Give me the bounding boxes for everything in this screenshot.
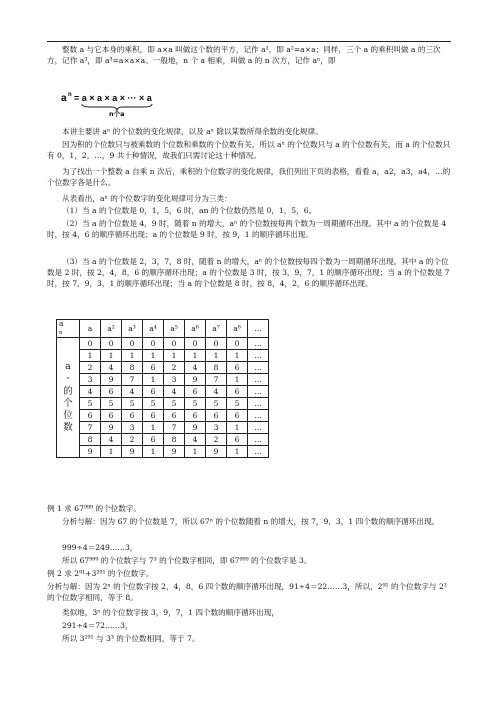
paragraph-1: 本讲主要讲 aⁿ 的个位数的变化规律，以及 aⁿ 除以某数所得余数的变化规律。 — [62, 127, 323, 136]
table-row — [57, 338, 269, 350]
table-cell: 1 — [80, 350, 101, 362]
table-cell: 2 — [206, 434, 227, 446]
table-cell: 0 — [227, 338, 248, 350]
table-cell: 0 — [122, 338, 143, 350]
table-cell: 2 — [122, 434, 143, 446]
header-rule — [47, 41, 451, 42]
example-1-analysis: 分析与解：因为 67 的个位数是 7，所以 67ⁿ 的个位数随着 n 的增大，按 7，9，3，1 四个数的顺序循环出现。 — [62, 517, 440, 526]
table-cell: 6 — [143, 362, 164, 374]
table-cell: 0 — [185, 338, 206, 350]
table-cell: 1 — [227, 350, 248, 362]
table-cell: 7 — [122, 374, 143, 386]
table-row — [57, 350, 269, 362]
table-cell: 7 — [206, 374, 227, 386]
table-cell: 6 — [227, 410, 248, 422]
example-2-calc: 291÷4＝72……3， — [62, 621, 133, 630]
table-cell: 6 — [227, 362, 248, 374]
formula-graphic — [60, 91, 170, 117]
table-cell: 3 — [164, 374, 185, 386]
table-cell: 9 — [101, 422, 122, 434]
corner-cell — [57, 320, 80, 338]
paragraph-6: （2）当 a 的个位数是 4，9 时，随着 n 的增大，aⁿ 的个位数按每两个数为一周期循环出现。其中 a 的个位数是 4 时，按 4，6 的顺序循环出现；a 的个位数是 9 时，按 9，1 的顺序循环出现。 — [47, 219, 447, 239]
table-cell: 1 — [227, 374, 248, 386]
table-cell: … — [248, 362, 269, 374]
table-cell: 9 — [206, 446, 227, 458]
table-cell: 6 — [227, 386, 248, 398]
table-cell: 0 — [164, 338, 185, 350]
example-2-similar: 类似地，3ⁿ 的个位数字按 3，9，7，1 四个数的顺序循环出现， — [62, 608, 279, 617]
corner-a: a — [59, 319, 64, 328]
side-label-shu: 数 — [63, 422, 73, 433]
side-label-n: ⁿ — [66, 376, 70, 383]
table-cell: 1 — [101, 446, 122, 458]
table-cell: 1 — [143, 446, 164, 458]
paragraph-4: 从表看出，aⁿ 的个位数字的变化规律可分为三类： — [62, 194, 232, 203]
table-row — [57, 446, 269, 458]
formula-lhs: a — [61, 93, 67, 104]
table-cell: 4 — [122, 386, 143, 398]
table-cell: 0 — [206, 338, 227, 350]
table-cell: 0 — [101, 338, 122, 350]
table-cell: 6 — [143, 434, 164, 446]
table-cell: 8 — [164, 434, 185, 446]
power-definition-formula — [60, 91, 170, 117]
table-cell: 9 — [80, 446, 101, 458]
table-cell: 5 — [164, 398, 185, 410]
intro-paragraph: 整数 a 与它本身的乘积，即 a×a 叫做这个数的平方，记作 a²，即 a²=a×a；同样，三个 a 的乘积叫做 a 的三次方，记作 a³，即 a³=a×a×a。一般地，n 个 a 相乘，叫做 a 的 n 次方，记作 aⁿ，即 — [47, 45, 441, 65]
table-cell: 1 — [143, 350, 164, 362]
table-cell: 5 — [185, 398, 206, 410]
header-cell: a⁴ — [143, 320, 164, 338]
table-cell: 8 — [206, 362, 227, 374]
example-2-answer: 所以 3²⁹¹ 与 3³ 的个位数相同，等于 7。 — [62, 634, 200, 643]
table-cell: 7 — [80, 422, 101, 434]
table-cell: 6 — [122, 410, 143, 422]
example-1-calc: 999÷4＝249……3， — [62, 543, 138, 552]
table-cell: … — [248, 338, 269, 350]
table-cell: 1 — [227, 422, 248, 434]
table-cell: 3 — [206, 422, 227, 434]
table-cell: … — [248, 434, 269, 446]
table-cell: 5 — [143, 398, 164, 410]
brace-label: n个a — [109, 110, 125, 117]
table-cell: 1 — [101, 350, 122, 362]
table-row — [57, 374, 269, 386]
units-digit-table — [56, 319, 269, 458]
header-cell: a⁸ — [227, 320, 248, 338]
table-row — [57, 434, 269, 446]
table-row — [57, 398, 269, 410]
table-cell: 8 — [122, 362, 143, 374]
table-cell: 9 — [164, 446, 185, 458]
side-label-wei: 位 — [63, 410, 73, 421]
table-row — [57, 386, 269, 398]
table-cell: … — [248, 350, 269, 362]
table-cell: 9 — [185, 422, 206, 434]
table-cell: 6 — [143, 386, 164, 398]
header-cell: a⁷ — [206, 320, 227, 338]
example-2-analysis: 分析与解：因为 2ⁿ 的个位数字按 2，4，8，6 四个数的顺序循环出现，91÷4＝22……3，所以，2⁹¹ 的个位数字与 2³ 的个位数字相同，等于 8。 — [47, 582, 447, 602]
table-header-row — [57, 320, 269, 338]
table-cell: 6 — [80, 410, 101, 422]
table-cell: 2 — [164, 362, 185, 374]
table-cell: 1 — [164, 350, 185, 362]
header-cell: a⁶ — [185, 320, 206, 338]
table-cell: … — [248, 386, 269, 398]
table-row — [57, 362, 269, 374]
table-cell: 6 — [101, 386, 122, 398]
table-cell: 6 — [185, 386, 206, 398]
table-cell: … — [248, 398, 269, 410]
side-label-a: a — [65, 361, 71, 372]
table-cell: … — [248, 422, 269, 434]
table-cell: 1 — [185, 350, 206, 362]
table-cell: 7 — [164, 422, 185, 434]
corner-n: n — [59, 330, 63, 336]
paragraph-2: 因为积的个位数只与被乘数的个位数和乘数的个位数有关，所以 aⁿ 的个位数只与 a 的个位数有关，而 a 的个位数只有 0，1，2，…，9 共十种情况，故我们只需讨论这十种情况。 — [47, 140, 451, 160]
table-cell: 4 — [101, 434, 122, 446]
example-1-answer: 所以 67⁹⁹⁹ 的个位数字与 7³ 的个位数字相同，即 67⁹⁹⁹ 的个位数字是 3。 — [62, 556, 312, 565]
table-cell: 9 — [101, 374, 122, 386]
paragraph-7: （3）当 a 的个位数是 2，3，7，8 时，随着 n 的增大，aⁿ 的个位数按每四个数为一周期循环出现。其中 a 的个位数是 2 时，按 2，4，8，6 的顺序循环出现；a 的个位数是 3 时，按 3，9，7，1 的顺序循环出现；当 a 的个位数是 7 时，按 7，9，3，1 的顺序循环出现；当 a 的个位数是 8 时，按 8，4，2，6 的顺序循环出现。 — [47, 257, 450, 288]
table-cell: 3 — [80, 374, 101, 386]
table-cell: 6 — [227, 434, 248, 446]
table-cell: 6 — [143, 410, 164, 422]
table-cell: 4 — [185, 434, 206, 446]
table-cell: 5 — [227, 398, 248, 410]
table-cell: 0 — [80, 338, 101, 350]
table-cell: … — [248, 446, 269, 458]
table-cell: 9 — [185, 374, 206, 386]
table-cell: 4 — [101, 362, 122, 374]
header-cell: a³ — [122, 320, 143, 338]
example-1-title: 例 1 求 67⁹⁹⁹ 的个位数字。 — [47, 504, 142, 513]
table-cell: 6 — [164, 410, 185, 422]
header-cell: a — [80, 320, 101, 338]
table-cell: 3 — [122, 422, 143, 434]
table-cell: 1 — [227, 446, 248, 458]
table-cell: 8 — [80, 434, 101, 446]
header-cell: a⁵ — [164, 320, 185, 338]
side-label-de: 的 — [63, 386, 73, 397]
table-cell: 5 — [80, 398, 101, 410]
table-cell: 6 — [101, 410, 122, 422]
table-cell: 9 — [122, 446, 143, 458]
table-cell: 6 — [185, 410, 206, 422]
table-cell: 1 — [122, 350, 143, 362]
table-cell: 1 — [143, 422, 164, 434]
table-cell: 4 — [164, 386, 185, 398]
table-row — [57, 410, 269, 422]
table-cell: 6 — [206, 410, 227, 422]
table-row — [57, 422, 269, 434]
table-cell: 5 — [101, 398, 122, 410]
table-cell: 4 — [206, 386, 227, 398]
table-cell: 5 — [122, 398, 143, 410]
table-cell: 5 — [206, 398, 227, 410]
formula-rhs: = a × a × a × ··· × a — [74, 93, 152, 103]
paragraph-5: （1）当 a 的个位数是 0，1，5，6 时，an 的个位数仍然是 0，1，5，6。 — [62, 206, 317, 215]
table-cell: 0 — [143, 338, 164, 350]
paragraph-3: 为了找出一个整数 a 自乘 n 次后，乘积的个位数字的变化规律，我们列出下页的表格，看看 a，a2，a3，a4，…的个位数字各是什么。 — [47, 167, 451, 187]
formula-lhs-exponent: n — [68, 92, 72, 98]
example-2-title: 例 2 求 2⁹¹+3²⁹¹ 的个位数字。 — [47, 569, 154, 578]
table-cell: 1 — [206, 350, 227, 362]
table-cell: 2 — [80, 362, 101, 374]
table-cell: 1 — [185, 446, 206, 458]
header-cell: a² — [101, 320, 122, 338]
table-cell: … — [248, 374, 269, 386]
table-cell: … — [248, 410, 269, 422]
table-cell: 1 — [143, 374, 164, 386]
side-label-ge: 个 — [63, 398, 73, 409]
header-cell: … — [248, 320, 269, 338]
table-cell: 4 — [185, 362, 206, 374]
table-cell: 4 — [80, 386, 101, 398]
side-label-cell — [57, 338, 80, 458]
